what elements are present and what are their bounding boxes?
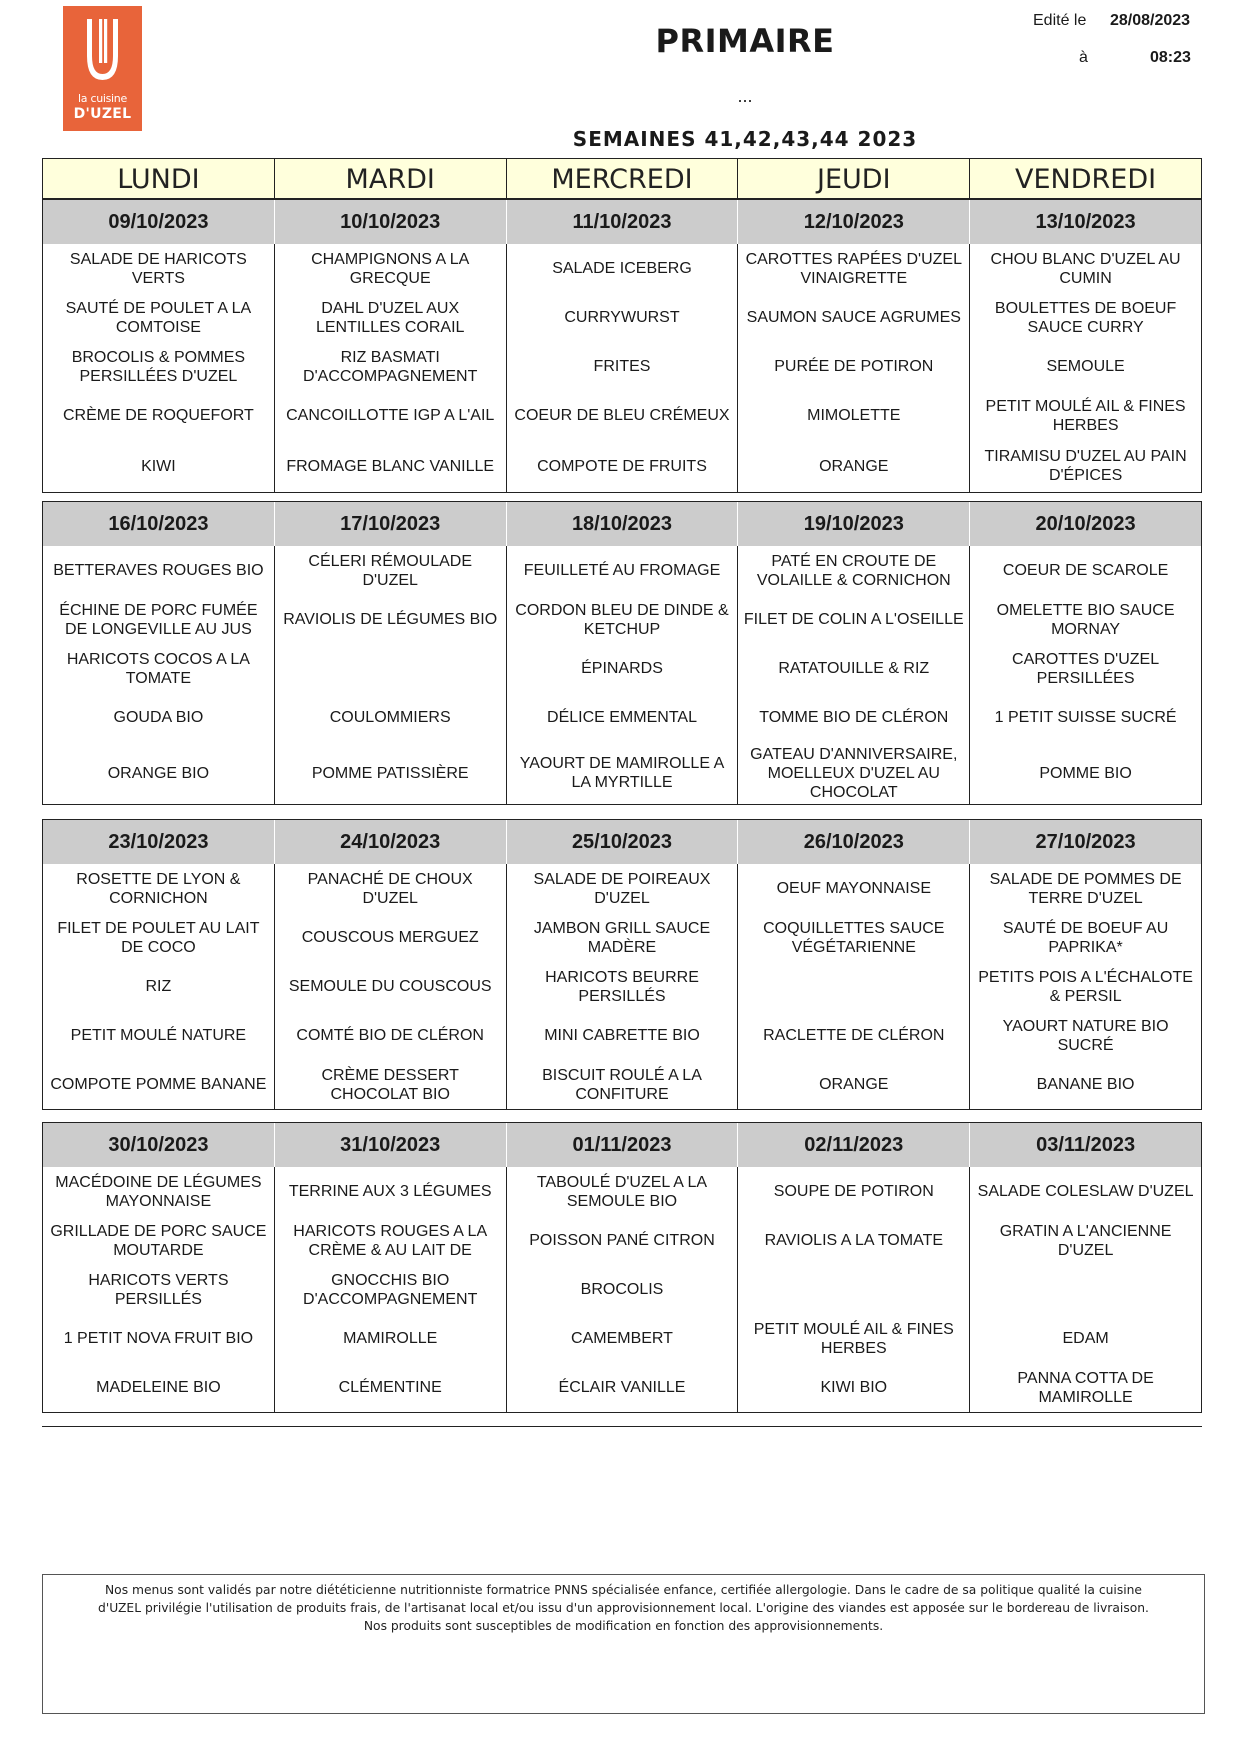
dish-item: ÉCLAIR VANILLE (558, 1379, 686, 1396)
dish-item: CORDON BLEU DE DINDE & KETCHUP (515, 601, 729, 638)
dish-item: DAHL D'UZEL AUX LENTILLES CORAIL (315, 299, 465, 336)
dish-item: SALADE DE POIREAUX D'UZEL (533, 870, 711, 907)
week-block (42, 501, 1202, 805)
dish-item: COUSCOUS MERGUEZ (301, 929, 479, 946)
day-menu-column (506, 244, 738, 492)
day-menu-column (969, 1167, 1201, 1412)
dish-item: TOMME BIO DE CLÉRON (759, 709, 949, 726)
dish-item: RAVIOLIS A LA TOMATE (764, 1232, 944, 1249)
date-cell: 12/10/2023 (737, 200, 969, 244)
dish-item: PETIT MOULÉ AIL & FINES HERBES (753, 1320, 954, 1357)
dish-item: COMTÉ BIO DE CLÉRON (296, 1027, 484, 1044)
dish-item: CRÈME DE ROQUEFORT (62, 407, 254, 424)
dish-item: RATATOUILLE & RIZ (778, 660, 930, 677)
dish-item: GRILLADE DE PORC SAUCE MOUTARDE (50, 1222, 267, 1259)
dish-item (738, 1265, 969, 1314)
dish-item: FRITES (593, 358, 651, 375)
dish-item: MADELEINE BIO (96, 1379, 221, 1396)
page-title: PRIMAIRE (655, 22, 835, 60)
day-menu-column (969, 244, 1201, 492)
dish-item: YAOURT NATURE BIO SUCRÉ (1002, 1017, 1169, 1054)
dish-item: TERRINE AUX 3 LÉGUMES (288, 1183, 492, 1200)
dish-item (738, 962, 969, 1011)
dish-item: CAROTTES RAPÉES D'UZEL VINAIGRETTE (745, 250, 962, 287)
dish-item: FROMAGE BLANC VANILLE (286, 457, 495, 475)
dish-item: MIMOLETTE (807, 407, 901, 424)
dish-item: MACÉDOINE DE LÉGUMES MAYONNAISE (55, 1173, 262, 1210)
day-menu-column (969, 546, 1201, 804)
week-menu-body (43, 546, 1201, 804)
day-menu-column (506, 546, 738, 804)
day-menu-column (43, 546, 274, 804)
date-cell: 19/10/2023 (737, 502, 969, 546)
day-header-row (42, 158, 1202, 199)
dish-item: POISSON PANÉ CITRON (529, 1232, 715, 1249)
dish-item: SEMOULE DU COUSCOUS (288, 978, 492, 995)
logo-text-bottom: D'UZEL (73, 106, 132, 122)
dish-item: 1 PETIT NOVA FRUIT BIO (63, 1330, 254, 1347)
dish-item: PETITS POIS A L'ÉCHALOTE & PERSIL (978, 968, 1193, 1005)
day-menu-column (43, 1167, 274, 1412)
dish-item: SOUPE DE POTIRON (773, 1183, 934, 1200)
dish-item: FILET DE COLIN A L'OSEILLE (743, 611, 964, 628)
day-menu-column (737, 864, 969, 1109)
dish-item: CANCOILLOTTE IGP A L'AIL (286, 407, 495, 424)
dish-item: CHAMPIGNONS A LA GRECQUE (311, 250, 470, 287)
day-menu-column (43, 244, 274, 492)
date-cell: 27/10/2023 (969, 820, 1201, 864)
dish-item: GATEAU D'ANNIVERSAIRE, MOELLEUX D'UZEL AU CHOCOLAT (750, 745, 958, 801)
dish-item: HARICOTS BEURRE PERSILLÉS (545, 968, 699, 1005)
dish-item: COEUR DE SCAROLE (1002, 562, 1169, 579)
day-menu-column (43, 864, 274, 1109)
dish-item: GRATIN A L'ANCIENNE D'UZEL (999, 1222, 1172, 1259)
edited-time: 08:23 (1150, 49, 1191, 66)
dish-item: SALADE DE HARICOTS VERTS (69, 250, 247, 287)
dish-item: RIZ (145, 978, 172, 995)
date-cell: 24/10/2023 (274, 820, 506, 864)
date-cell: 01/11/2023 (506, 1123, 738, 1167)
dish-item: BROCOLIS (580, 1281, 664, 1298)
dish-item: PURÉE DE POTIRON (774, 358, 934, 375)
week-menu-body (43, 864, 1201, 1109)
day-menu-column (506, 864, 738, 1109)
dish-item: ORANGE (819, 1076, 889, 1093)
dish-item: SALADE COLESLAW D'UZEL (977, 1183, 1194, 1200)
dish-item: COULOMMIERS (329, 709, 451, 726)
week-menu-body (43, 244, 1201, 492)
dish-item: BANANE BIO (1036, 1076, 1135, 1093)
dish-item: FILET DE POULET AU LAIT DE COCO (57, 919, 260, 956)
at-label: à (1079, 49, 1088, 66)
dish-item: POMME BIO (1039, 764, 1132, 782)
dish-item: SEMOULE (1046, 358, 1125, 375)
date-cell: 18/10/2023 (506, 502, 738, 546)
day-menu-column (274, 1167, 506, 1412)
day-name-wednesday: MERCREDI (506, 159, 738, 198)
dish-item: BOULETTES DE BOEUF SAUCE CURRY (994, 299, 1177, 336)
date-cell: 09/10/2023 (108, 211, 209, 233)
weeks-label: SEMAINES 41,42,43,44 2023 (572, 127, 918, 151)
date-cell: 30/10/2023 (108, 1134, 209, 1156)
dish-item: HARICOTS COCOS A LA TOMATE (66, 650, 250, 687)
edited-date: 28/08/2023 (1110, 12, 1191, 29)
dish-item: COEUR DE BLEU CRÉMEUX (514, 407, 730, 424)
footer-line: Nos menus sont validés par notre diététicienne nutritionniste formatrice PNNS spécialisée enfance, certifiée allergologie. Dans le cadre de sa politique qualité la cuisine (104, 1583, 1143, 1597)
dish-item: 1 PETIT SUISSE SUCRÉ (994, 709, 1177, 726)
dish-item: SALADE DE POMMES DE TERRE D'UZEL (989, 870, 1182, 907)
date-row (43, 502, 1201, 546)
page-subtitle: ... (737, 86, 753, 106)
day-menu-column (274, 244, 506, 492)
date-cell: 16/10/2023 (108, 513, 209, 535)
dish-item: CRÈME DESSERT CHOCOLAT BIO (321, 1066, 459, 1103)
week-block (42, 1122, 1202, 1413)
logo (63, 6, 142, 131)
dish-item: ORANGE (819, 457, 889, 475)
dish-item: PATÉ EN CROUTE DE VOLAILLE & CORNICHON (756, 552, 951, 589)
day-name-friday: VENDREDI (969, 159, 1201, 198)
dish-item: BISCUIT ROULÉ A LA CONFITURE (542, 1066, 702, 1103)
dish-item: SALADE ICEBERG (552, 260, 692, 277)
dish-item: BETTERAVES ROUGES BIO (53, 562, 264, 579)
dish-item: RIZ BASMATI D'ACCOMPAGNEMENT (303, 348, 478, 385)
date-cell: 25/10/2023 (506, 820, 738, 864)
date-row (43, 200, 1201, 244)
dish-item: CAMEMBERT (571, 1330, 673, 1347)
date-cell: 31/10/2023 (274, 1123, 506, 1167)
week-menu-body (43, 1167, 1201, 1412)
date-cell: 10/10/2023 (274, 200, 506, 244)
date-cell: 20/10/2023 (969, 502, 1201, 546)
day-name-monday: LUNDI (117, 164, 200, 195)
dish-item (970, 1265, 1201, 1314)
dish-item: RACLETTE DE CLÉRON (763, 1027, 945, 1044)
dish-item: ORANGE BIO (107, 764, 210, 782)
dish-item: CAROTTES D'UZEL PERSILLÉES (1012, 650, 1160, 687)
date-cell: 02/11/2023 (737, 1123, 969, 1167)
dish-item: COQUILLETTES SAUCE VÉGÉTARIENNE (763, 919, 945, 956)
date-cell: 13/10/2023 (969, 200, 1201, 244)
edited-label: Edité le (1033, 12, 1087, 29)
dish-item: CHOU BLANC D'UZEL AU CUMIN (990, 250, 1181, 287)
date-cell: 03/11/2023 (969, 1123, 1201, 1167)
date-cell: 11/10/2023 (506, 200, 738, 244)
dish-item: DÉLICE EMMENTAL (547, 709, 697, 726)
dish-item: HARICOTS ROUGES A LA CRÈME & AU LAIT DE (293, 1222, 488, 1259)
footer-note (42, 1574, 1205, 1714)
dish-item: ROSETTE DE LYON & CORNICHON (76, 870, 241, 907)
dish-item: SAUTÉ DE BOEUF AU PAPRIKA* (1002, 919, 1169, 956)
dish-item: OEUF MAYONNAISE (776, 880, 931, 897)
dish-item: CURRYWURST (564, 309, 680, 326)
dish-item: PETIT MOULÉ NATURE (70, 1027, 247, 1044)
dish-item: MINI CABRETTE BIO (544, 1027, 700, 1044)
day-name-tuesday: MARDI (274, 159, 506, 198)
dish-item: BROCOLIS & POMMES PERSILLÉES D'UZEL (71, 348, 246, 385)
dish-item: SAUMON SAUCE AGRUMES (746, 309, 961, 326)
day-menu-column (737, 1167, 969, 1412)
dish-item: KIWI BIO (820, 1379, 888, 1396)
dish-item: PETIT MOULÉ AIL & FINES HERBES (985, 397, 1186, 434)
fork-logo-icon (63, 6, 142, 92)
dish-item: JAMBON GRILL SAUCE MADÈRE (533, 919, 711, 956)
footer-line: Nos produits sont susceptibles de modification en fonction des approvisionnements. (363, 1619, 884, 1633)
dish-item: ÉPINARDS (581, 660, 663, 677)
day-menu-column (737, 546, 969, 804)
day-menu-column (274, 864, 506, 1109)
week-block (42, 199, 1202, 493)
dish-item: KIWI (141, 457, 176, 475)
dish-item: COMPOTE DE FRUITS (537, 457, 707, 475)
date-cell: 17/10/2023 (274, 502, 506, 546)
dish-item: HARICOTS VERTS PERSILLÉS (88, 1271, 229, 1308)
dish-item: EDAM (1062, 1330, 1109, 1347)
dish-item: MAMIROLLE (343, 1330, 438, 1347)
dish-item: RAVIOLIS DE LÉGUMES BIO (283, 611, 498, 628)
dish-item: ÉCHINE DE PORC FUMÉE DE LONGEVILLE AU JUS (59, 601, 258, 638)
dish-item: YAOURT DE MAMIROLLE A LA MYRTILLE (519, 755, 725, 791)
dish-item: SAUTÉ DE POULET A LA COMTOISE (65, 299, 252, 336)
date-row (43, 1123, 1201, 1167)
day-menu-column (737, 244, 969, 492)
dish-item (275, 644, 506, 693)
date-cell: 23/10/2023 (108, 831, 209, 853)
day-menu-column (274, 546, 506, 804)
week-block (42, 819, 1202, 1110)
dish-item: CÉLERI RÉMOULADE D'UZEL (308, 552, 472, 589)
dish-item: COMPOTE POMME BANANE (50, 1076, 267, 1093)
divider (42, 1426, 1202, 1427)
dish-item: GNOCCHIS BIO D'ACCOMPAGNEMENT (303, 1271, 478, 1308)
dish-item: GOUDA BIO (113, 709, 204, 726)
dish-item: TIRAMISU D'UZEL AU PAIN D'ÉPICES (984, 448, 1187, 484)
dish-item: TABOULÉ D'UZEL A LA SEMOULE BIO (536, 1173, 708, 1210)
dish-item: PANNA COTTA DE MAMIROLLE (1017, 1369, 1154, 1406)
dish-item: POMME PATISSIÈRE (311, 764, 469, 782)
footer-line: d'UZEL privilégie l'utilisation de produits frais, de l'artisanat local et/ou issu d'un approvisionnement local. L'origine des viandes est apposée sur le bordereau de livraison. (98, 1601, 1149, 1615)
dish-item: PANACHÉ DE CHOUX D'UZEL (307, 870, 473, 907)
day-menu-column (506, 1167, 738, 1412)
day-name-thursday: JEUDI (737, 159, 969, 198)
date-cell: 26/10/2023 (737, 820, 969, 864)
dish-item: OMELETTE BIO SAUCE MORNAY (996, 601, 1175, 638)
date-row (43, 820, 1201, 864)
dish-item: CLÉMENTINE (338, 1379, 442, 1396)
logo-text-top: la cuisine (78, 92, 127, 105)
dish-item: FEUILLETÉ AU FROMAGE (523, 562, 721, 579)
day-menu-column (969, 864, 1201, 1109)
